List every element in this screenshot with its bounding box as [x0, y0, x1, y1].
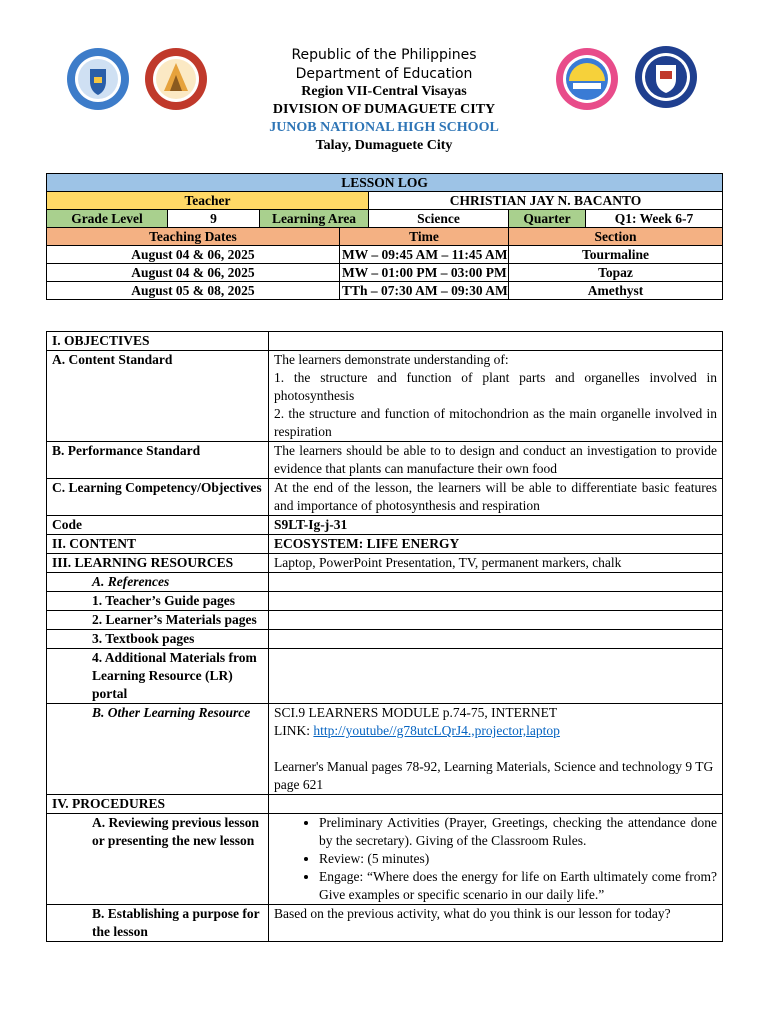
schedule-dates: August 04 & 06, 2025	[47, 246, 340, 264]
content-standard-item: 1. the structure and function of plant parts and organelles involved in photosynthesis	[274, 370, 717, 403]
other-resource-module: SCI.9 LEARNERS MODULE p.74-75, INTERNET	[274, 705, 558, 720]
region-seal-icon	[555, 47, 619, 111]
document-header	[0, 0, 768, 165]
references-label: A. References	[47, 573, 269, 592]
list-item: • Preliminary Activities (Prayer, Greetings, checking the attendance done by the secretary). Giving of the Classroom Rules.	[319, 814, 717, 850]
quarter-label: Quarter	[509, 210, 586, 228]
grade-level-label: Grade Level	[47, 210, 168, 228]
schedule-section: Amethyst	[509, 282, 723, 300]
learning-resources-value: Laptop, PowerPoint Presentation, TV, permanent markers, chalk	[269, 554, 723, 573]
learning-resources-heading: III. LEARNING RESOURCES	[47, 554, 269, 573]
content-standard-text	[269, 351, 723, 442]
procedures-empty-cell	[269, 795, 723, 814]
other-resource-link-line	[274, 722, 717, 740]
objectives-empty-cell	[269, 332, 723, 351]
quarter-value: Q1: Week 6-7	[586, 210, 723, 228]
schedule-row	[47, 246, 723, 264]
schedule-time: MW – 09:45 AM – 11:45 AM	[340, 246, 509, 264]
schedule-dates: August 04 & 06, 2025	[47, 264, 340, 282]
blank-line	[274, 740, 717, 758]
link-prefix: LINK:	[274, 723, 314, 738]
list-item: • Engage: “Where does the energy for life on Earth ultimately come from? Give examples or specific scenario in our daily life.”	[319, 868, 717, 904]
other-resource-label: B. Other Learning Resource	[47, 704, 269, 795]
review-list	[274, 814, 717, 904]
youtube-link[interactable]: http://youtube//g78utcLQrJ4.,projector,laptop	[313, 723, 560, 738]
schedule-row	[47, 264, 723, 282]
learning-area-value: Science	[369, 210, 509, 228]
schedule-section: Topaz	[509, 264, 723, 282]
teacher-name: CHRISTIAN JAY N. BACANTO	[369, 192, 723, 210]
competency-label: C. Learning Competency/Objectives	[47, 479, 269, 516]
additional-materials-label: 4. Additional Materials from Learning Resource (LR) portal	[47, 649, 269, 704]
content-standard-intro: The learners demonstrate understanding of:	[274, 352, 509, 367]
header-department: Department of Education	[295, 66, 473, 82]
teachers-guide-label: 1. Teacher’s Guide pages	[47, 592, 269, 611]
code-value: S9LT-Ig-j-31	[269, 516, 723, 535]
content-standard-label: A. Content Standard	[47, 351, 269, 442]
teachers-guide-value	[269, 592, 723, 611]
other-resource-manual: Learner's Manual pages 78-92, Learning Materials, Science and technology 9 TG page 621	[274, 759, 714, 792]
header-republic: Republic of the Philippines	[291, 47, 477, 63]
purpose-label: B. Establishing a purpose for the lesson	[47, 905, 269, 942]
teacher-label: Teacher	[47, 192, 369, 210]
reviewing-lesson-text	[269, 814, 723, 905]
grade-level-value: 9	[168, 210, 260, 228]
objectives-heading: I. OBJECTIVES	[47, 332, 269, 351]
references-empty-cell	[269, 573, 723, 592]
purpose-text: Based on the previous activity, what do you think is our lesson for today?	[269, 905, 723, 942]
schedule-time: TTh – 07:30 AM – 09:30 AM	[340, 282, 509, 300]
content-value: ECOSYSTEM: LIFE ENERGY	[269, 535, 723, 554]
teaching-dates-header: Teaching Dates	[47, 228, 340, 246]
content-standard-item: 2. the structure and function of mitochondrion as the main organelle involved in respiration	[274, 406, 717, 439]
reviewing-lesson-label: A. Reviewing previous lesson or presenting the new lesson	[47, 814, 269, 905]
performance-standard-text: The learners should be able to to design and conduct an investigation to provide evidence that plants can manufacture their own food	[269, 442, 723, 479]
schedule-dates: August 05 & 08, 2025	[47, 282, 340, 300]
other-resource-text	[269, 704, 723, 795]
schedule-section: Tourmaline	[509, 246, 723, 264]
header-region: Region VII-Central Visayas	[301, 84, 467, 99]
list-item: • Review: (5 minutes)	[319, 850, 717, 868]
textbook-pages-label: 3. Textbook pages	[47, 630, 269, 649]
time-header: Time	[340, 228, 509, 246]
additional-materials-value	[269, 649, 723, 704]
procedures-heading: IV. PROCEDURES	[47, 795, 269, 814]
deped-seal-icon	[634, 45, 698, 109]
competency-text: At the end of the lesson, the learners will be able to differentiate basic features and importance of photosynthesis and respiration	[269, 479, 723, 516]
lesson-plan-table	[46, 331, 723, 942]
code-label: Code	[47, 516, 269, 535]
header-division: DIVISION OF DUMAGUETE CITY	[272, 102, 496, 117]
performance-standard-label: B. Performance Standard	[47, 442, 269, 479]
header-address: Talay, Dumaguete City	[315, 138, 453, 153]
section-header: Section	[509, 228, 723, 246]
schedule-row	[47, 282, 723, 300]
content-heading: II. CONTENT	[47, 535, 269, 554]
schedule-time: MW – 01:00 PM – 03:00 PM	[340, 264, 509, 282]
header-school: JUNOB NATIONAL HIGH SCHOOL	[269, 120, 499, 135]
learning-area-label: Learning Area	[260, 210, 369, 228]
lesson-log-title: LESSON LOG	[47, 174, 723, 192]
learners-materials-label: 2. Learner’s Materials pages	[47, 611, 269, 630]
learners-materials-value	[269, 611, 723, 630]
lesson-log-table	[46, 173, 723, 300]
textbook-pages-value	[269, 630, 723, 649]
